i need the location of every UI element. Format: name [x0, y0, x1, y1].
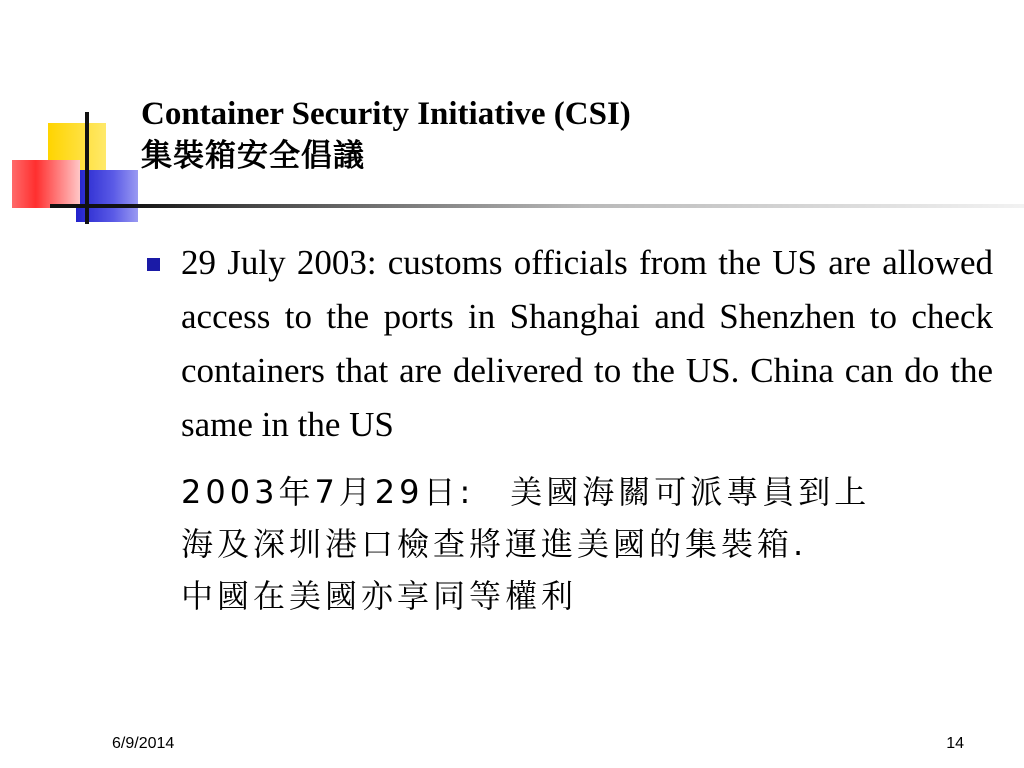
chinese-line-2: 海及深圳港口檢查將運進美國的集裝箱.: [181, 525, 808, 563]
footer-page-number: 14: [946, 735, 964, 752]
bullet-square-icon: [147, 258, 160, 271]
title-divider: [50, 204, 1024, 208]
chinese-paragraph: [181, 466, 993, 622]
chinese-line-3: 中國在美國亦享同等權利: [181, 577, 578, 615]
chinese-line-1: 2003年7月29日: 美國海關可派專員到上: [181, 473, 871, 511]
slide-title: [141, 92, 1011, 176]
title-chinese: 集裝箱安全倡議: [141, 138, 365, 174]
footer-date: 6/9/2014: [112, 735, 175, 752]
slide-body: [181, 236, 993, 622]
title-english: Container Security Initiative (CSI): [141, 96, 631, 132]
bullet-text-english: 29 July 2003: customs officials from the US are allowed access to the ports in Shanghai and Shenzhen to check containers that are delivered to the US. China can do the same in the US: [181, 243, 993, 444]
logo-red-square: [12, 160, 80, 208]
